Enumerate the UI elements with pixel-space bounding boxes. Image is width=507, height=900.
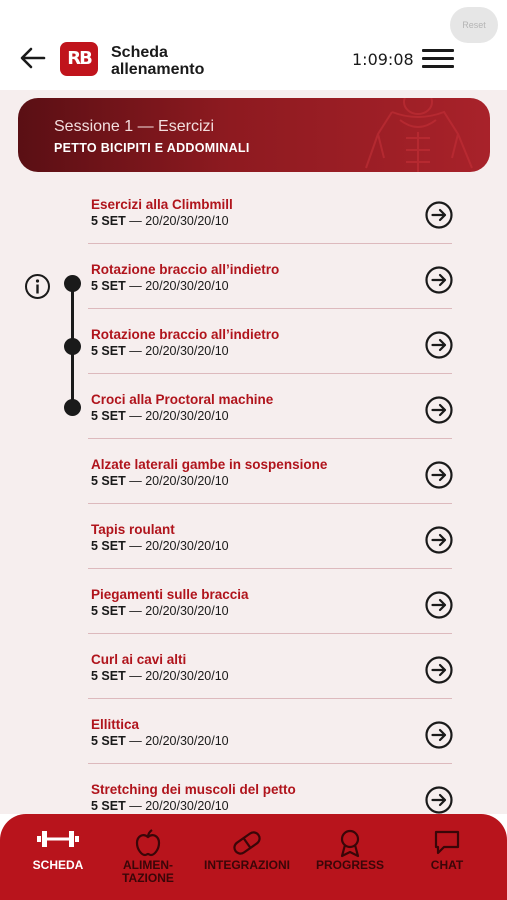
- superset-node: [64, 275, 81, 292]
- tab-alimentazione[interactable]: [108, 814, 188, 900]
- open-exercise-arrow-icon[interactable]: [424, 395, 454, 425]
- tab-scheda[interactable]: [20, 814, 96, 900]
- exercise-name: Esercizi alla Climbmill: [91, 197, 233, 212]
- exercise-name: Piegamenti sulle braccia: [91, 587, 249, 602]
- open-exercise-arrow-icon[interactable]: [424, 200, 454, 230]
- exercise-sets: 5 SET — 20/20/30/20/10: [91, 474, 229, 488]
- exercise-name: Ellittica: [91, 717, 140, 732]
- app-logo: [60, 42, 98, 76]
- exercise-sets: 5 SET — 20/20/30/20/10: [91, 344, 229, 358]
- exercise-sets: 5 SET — 20/20/30/20/10: [91, 604, 229, 618]
- tab-label: ALIMEN- TAZIONE: [122, 858, 174, 885]
- exercise-row[interactable]: [88, 635, 452, 699]
- exercise-row[interactable]: [88, 570, 452, 634]
- exercise-row[interactable]: [88, 440, 452, 504]
- superset-node: [64, 338, 81, 355]
- muscle-figure-icon: [340, 98, 490, 172]
- open-exercise-arrow-icon[interactable]: [424, 265, 454, 295]
- exercise-sets: 5 SET — 20/20/30/20/10: [91, 669, 229, 683]
- session-subtitle: PETTO BICIPITI E ADDOMINALI: [54, 141, 250, 155]
- exercise-sets: 5 SET — 20/20/30/20/10: [91, 279, 229, 293]
- exercise-row[interactable]: [88, 505, 452, 569]
- exercise-sets: 5 SET — 20/20/30/20/10: [91, 734, 229, 748]
- exercise-row[interactable]: [88, 765, 452, 814]
- exercise-name: Stretching dei muscoli del petto: [91, 782, 296, 797]
- superset-node: [64, 399, 81, 416]
- exercise-sets: 5 SET — 20/20/30/20/10: [91, 409, 229, 423]
- exercise-sets: 5 SET — 20/20/30/20/10: [91, 214, 229, 228]
- tab-label: PROGRESS: [315, 858, 384, 872]
- exercise-row[interactable]: [88, 310, 452, 374]
- open-exercise-arrow-icon[interactable]: [424, 785, 454, 814]
- session-timer: 1:09:08: [352, 50, 414, 69]
- exercise-name: Rotazione braccio all’indietro: [91, 262, 280, 277]
- exercise-row[interactable]: [88, 700, 452, 764]
- exercise-name: Alzate laterali gambe in sospensione: [91, 457, 328, 472]
- open-exercise-arrow-icon[interactable]: [424, 330, 454, 360]
- session-title: Sessione 1 — Esercizi: [54, 118, 215, 135]
- open-exercise-arrow-icon[interactable]: [424, 525, 454, 555]
- exercise-list-area: [0, 90, 507, 814]
- tab-label: SCHEDA: [32, 858, 84, 872]
- tab-integrazioni[interactable]: [194, 814, 300, 900]
- reset-button[interactable]: Reset: [450, 7, 498, 43]
- pill-icon: [230, 828, 264, 858]
- open-exercise-arrow-icon[interactable]: [424, 460, 454, 490]
- open-exercise-arrow-icon[interactable]: [424, 655, 454, 685]
- chat-icon: [432, 828, 462, 856]
- logo-text: RB: [67, 48, 91, 69]
- exercise-name: Rotazione braccio all’indietro: [91, 327, 280, 342]
- award-icon: [337, 828, 363, 858]
- tab-label: INTEGRAZIONI: [204, 858, 290, 872]
- dumbbell-icon: [35, 828, 81, 850]
- info-icon[interactable]: [24, 273, 51, 300]
- back-arrow-icon[interactable]: [18, 44, 48, 72]
- tab-chat[interactable]: [410, 814, 484, 900]
- bottom-tab-bar: [0, 814, 507, 900]
- page-title: Scheda allenamento: [111, 44, 205, 78]
- open-exercise-arrow-icon[interactable]: [424, 720, 454, 750]
- tab-progress[interactable]: [308, 814, 392, 900]
- exercise-row[interactable]: [88, 245, 452, 309]
- exercise-row[interactable]: [88, 375, 452, 439]
- exercise-row[interactable]: [88, 180, 452, 244]
- tab-label: CHAT: [430, 858, 464, 872]
- apple-icon: [133, 828, 163, 858]
- exercise-name: Croci alla Proctoral machine: [91, 392, 274, 407]
- hamburger-menu-icon[interactable]: [422, 49, 454, 69]
- open-exercise-arrow-icon[interactable]: [424, 590, 454, 620]
- app-header: [0, 0, 507, 90]
- exercise-sets: 5 SET — 20/20/30/20/10: [91, 799, 229, 813]
- session-banner: [18, 98, 490, 172]
- exercise-name: Tapis roulant: [91, 522, 175, 537]
- exercise-sets: 5 SET — 20/20/30/20/10: [91, 539, 229, 553]
- exercise-name: Curl ai cavi alti: [91, 652, 187, 667]
